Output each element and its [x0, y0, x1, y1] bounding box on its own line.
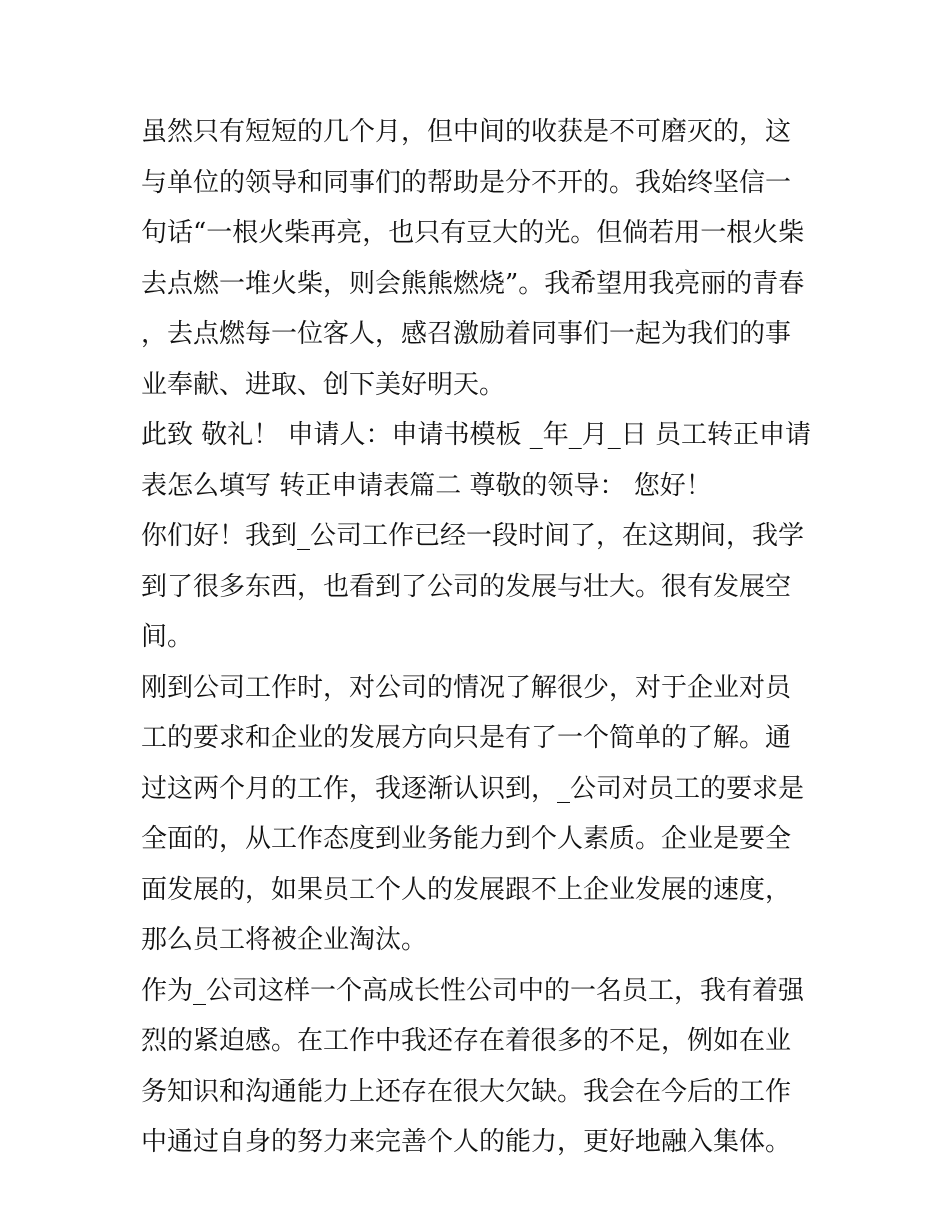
paragraph-salutation: 此致 敬礼！ 申请人：申请书模板 _年_月_日 员工转正申请表怎么填写 转正申请表篇二 尊敬的领导： 您好！: [141, 420, 812, 501]
paragraph-greeting: 你们好！我到_公司工作已经一段时间了，在这期间，我学到了很多东西，也看到了公司的发展与壮大。很有发展空间。: [141, 521, 805, 652]
paragraph-closing-reflection: 虽然只有短短的几个月，但中间的收获是不可磨灭的，这与单位的领导和同事们的帮助是分不开的。我始终坚信一句话“一根火柴再亮，也只有豆大的光。但倘若用一根火柴去点燃一堆火柴，则会熊熊燃烧”。我希望用我亮丽的青春，去点燃每一位客人，感召激励着同事们一起为我们的事业奉献、进取、创下美好明天。: [141, 117, 805, 400]
paragraph-company-understanding: 刚到公司工作时，对公司的情况了解很少，对于企业对员工的要求和企业的发展方向只是有了一个简单的了解。通过这两个月的工作，我逐渐认识到，_公司对员工的要求是全面的，从工作态度到业务能力到个人素质。企业是要全面发展的，如果员工个人的发展跟不上企业发展的速度，那么员工将被企业淘汰。: [141, 672, 805, 955]
document-body: [141, 107, 813, 1168]
paragraph-self-assessment: 作为_公司这样一个高成长性公司中的一名员工，我有着强烈的紧迫感。在工作中我还存在着很多的不足，例如在业务知识和沟通能力上还存在很大欠缺。我会在今后的工作中通过自身的努力来完善个人的能力，更好地融入集体。: [141, 975, 805, 1157]
